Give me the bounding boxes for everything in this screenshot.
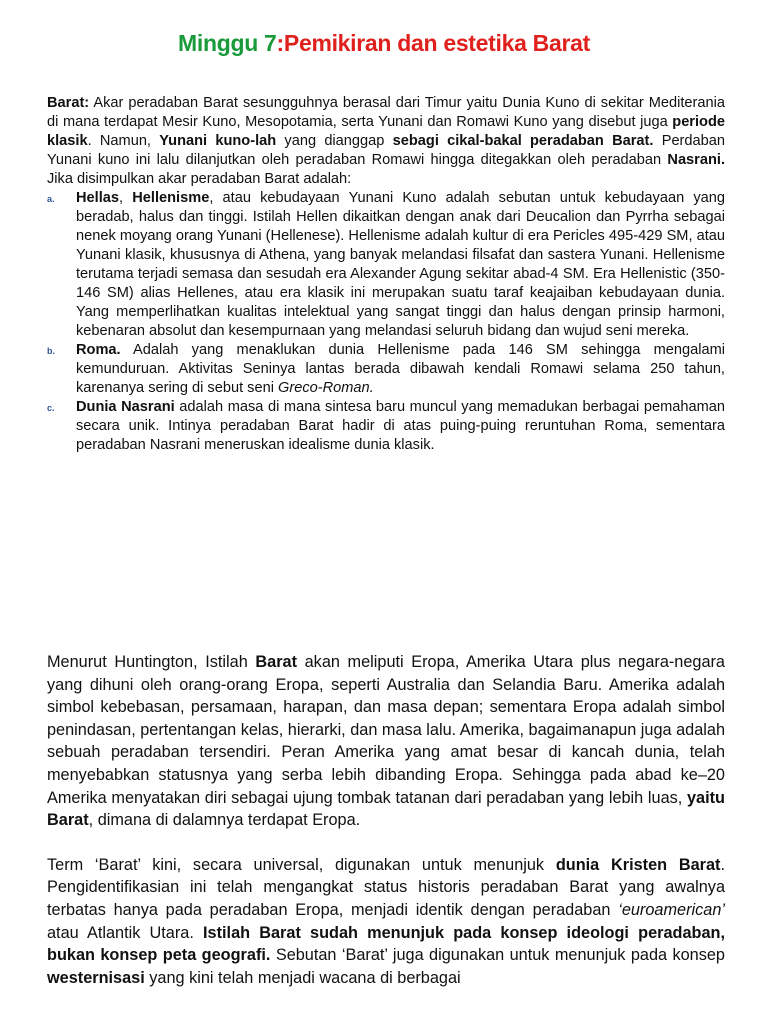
list-marker: a. (47, 194, 55, 204)
page-title (0, 30, 768, 57)
roots-list (47, 189, 725, 455)
intro-paragraph: Barat: Akar peradaban Barat sesungguhnya berasal dari Timur yaitu Dunia Kuno di sekitar Mediterania di mana terdapat Mesir Kuno, Mesopotamia, serta Yunani dan Romawi Kuno yang disebut juga periode klasik. Namun, Yunani kuno-lah yang dianggap sebagi cikal-bakal peradaban Barat. Perdaban Yunani kuno ini lalu dilanjutkan oleh peradaban Romawi hingga ditegakkan oleh peradaban Nasrani. Jika disimpulkan akar peradaban Barat adalah: (47, 95, 726, 187)
section-huntington (47, 651, 725, 1011)
list-item: c. Dunia Nasrani adalah masa di mana sintesa baru muncul yang memadukan berbagai pemahaman secara unik. Intinya peradaban Barat hadir di atas puing-puing reruntuhan Roma, sementara peradaban Nasrani meneruskan idealisme dunia klasik. (47, 399, 725, 453)
list-marker: c. (47, 403, 55, 413)
list-item: a. Hellas, Hellenisme, atau kebudayaan Yunani Kuno adalah sebutan untuk kebudayaan yang beradab, halus dan tinggi. Istilah Hellen dikaitkan dengan anak dari Deucalion dan Pyrrha sebagai nenek moyang orang Yunani (Hellenese). Hellenisme adalah kultur di era Pericles 495-429 SM, atau Yunani klasik, khususnya di Athena, yang banyak melandasi filsafat dan sastera Yunani. Hellenisme terutama terjadi semasa dan sesudah era Alexander Agung sekitar abad-4 SM. Era Hellenistic (350-146 SM) alias Hellenes, atau era klasik ini merupakan suatu taraf keajaiban kebudayaan dunia. Yang memperlihatkan kualitas intelektual yang sangat tinggi dan halus dengan prinsip harmoni, kebenaran absolut dan kesempurnaan yang melandasi seluruh bidang dan wujud seni mereka. (47, 190, 726, 339)
term-paragraph: Term ‘Barat’ kini, secara universal, digunakan untuk menunjuk dunia Kristen Barat. Pengidentifikasian ini telah mengangkat status historis peradaban Barat yang awalnya terbatas hanya pada peradaban Eropa, menjadi identik dengan peradaban ‘euroamerican’ atau Atlantik Utara. Istilah Barat sudah menunjuk pada konsep ideologi peradaban, bukan konsep peta geografi. Sebutan ‘Barat’ juga digunakan untuk menunjuk pada konsep westernisasi yang kini telah menjadi wacana di berbagai (47, 855, 725, 987)
section-roots (47, 94, 725, 455)
title-week: Minggu 7 (178, 30, 277, 56)
list-marker: b. (47, 346, 55, 356)
huntington-paragraph: Menurut Huntington, Istilah Barat akan meliputi Eropa, Amerika Utara plus negara-negara yang dihuni oleh orang-orang Eropa, seperti Australia dan Selandia Baru. Amerika adalah simbol kebebasan, persamaan, harapan, dan masa depan; sementara Eropa adalah simbol penindasan, pertentangan kelas, hierarki, dan masa lalu. Amerika, bagaimanapun juga adalah sebuah peradaban tersendiri. Peran Amerika yang amat besar di kancah dunia, telah menyebabkan statusnya yang serba lebih dibanding Eropa. Sehingga pada abad ke–20 Amerika menyatakan diri sebagai ujung tombak tatanan dari peradaban yang lebih luas, yaitu Barat, dimana di dalamnya terdapat Eropa. (47, 653, 725, 830)
list-item: b. Roma. Adalah yang menaklukan dunia Hellenisme pada 146 SM sehingga mengalami kemunduruan. Aktivitas Seninya lantas berada dibawah kendali Romawi selama 250 tahun, karenanya sering di sebut seni Greco-Roman. (47, 342, 725, 396)
title-topic: :Pemikiran dan estetika Barat (276, 30, 590, 56)
